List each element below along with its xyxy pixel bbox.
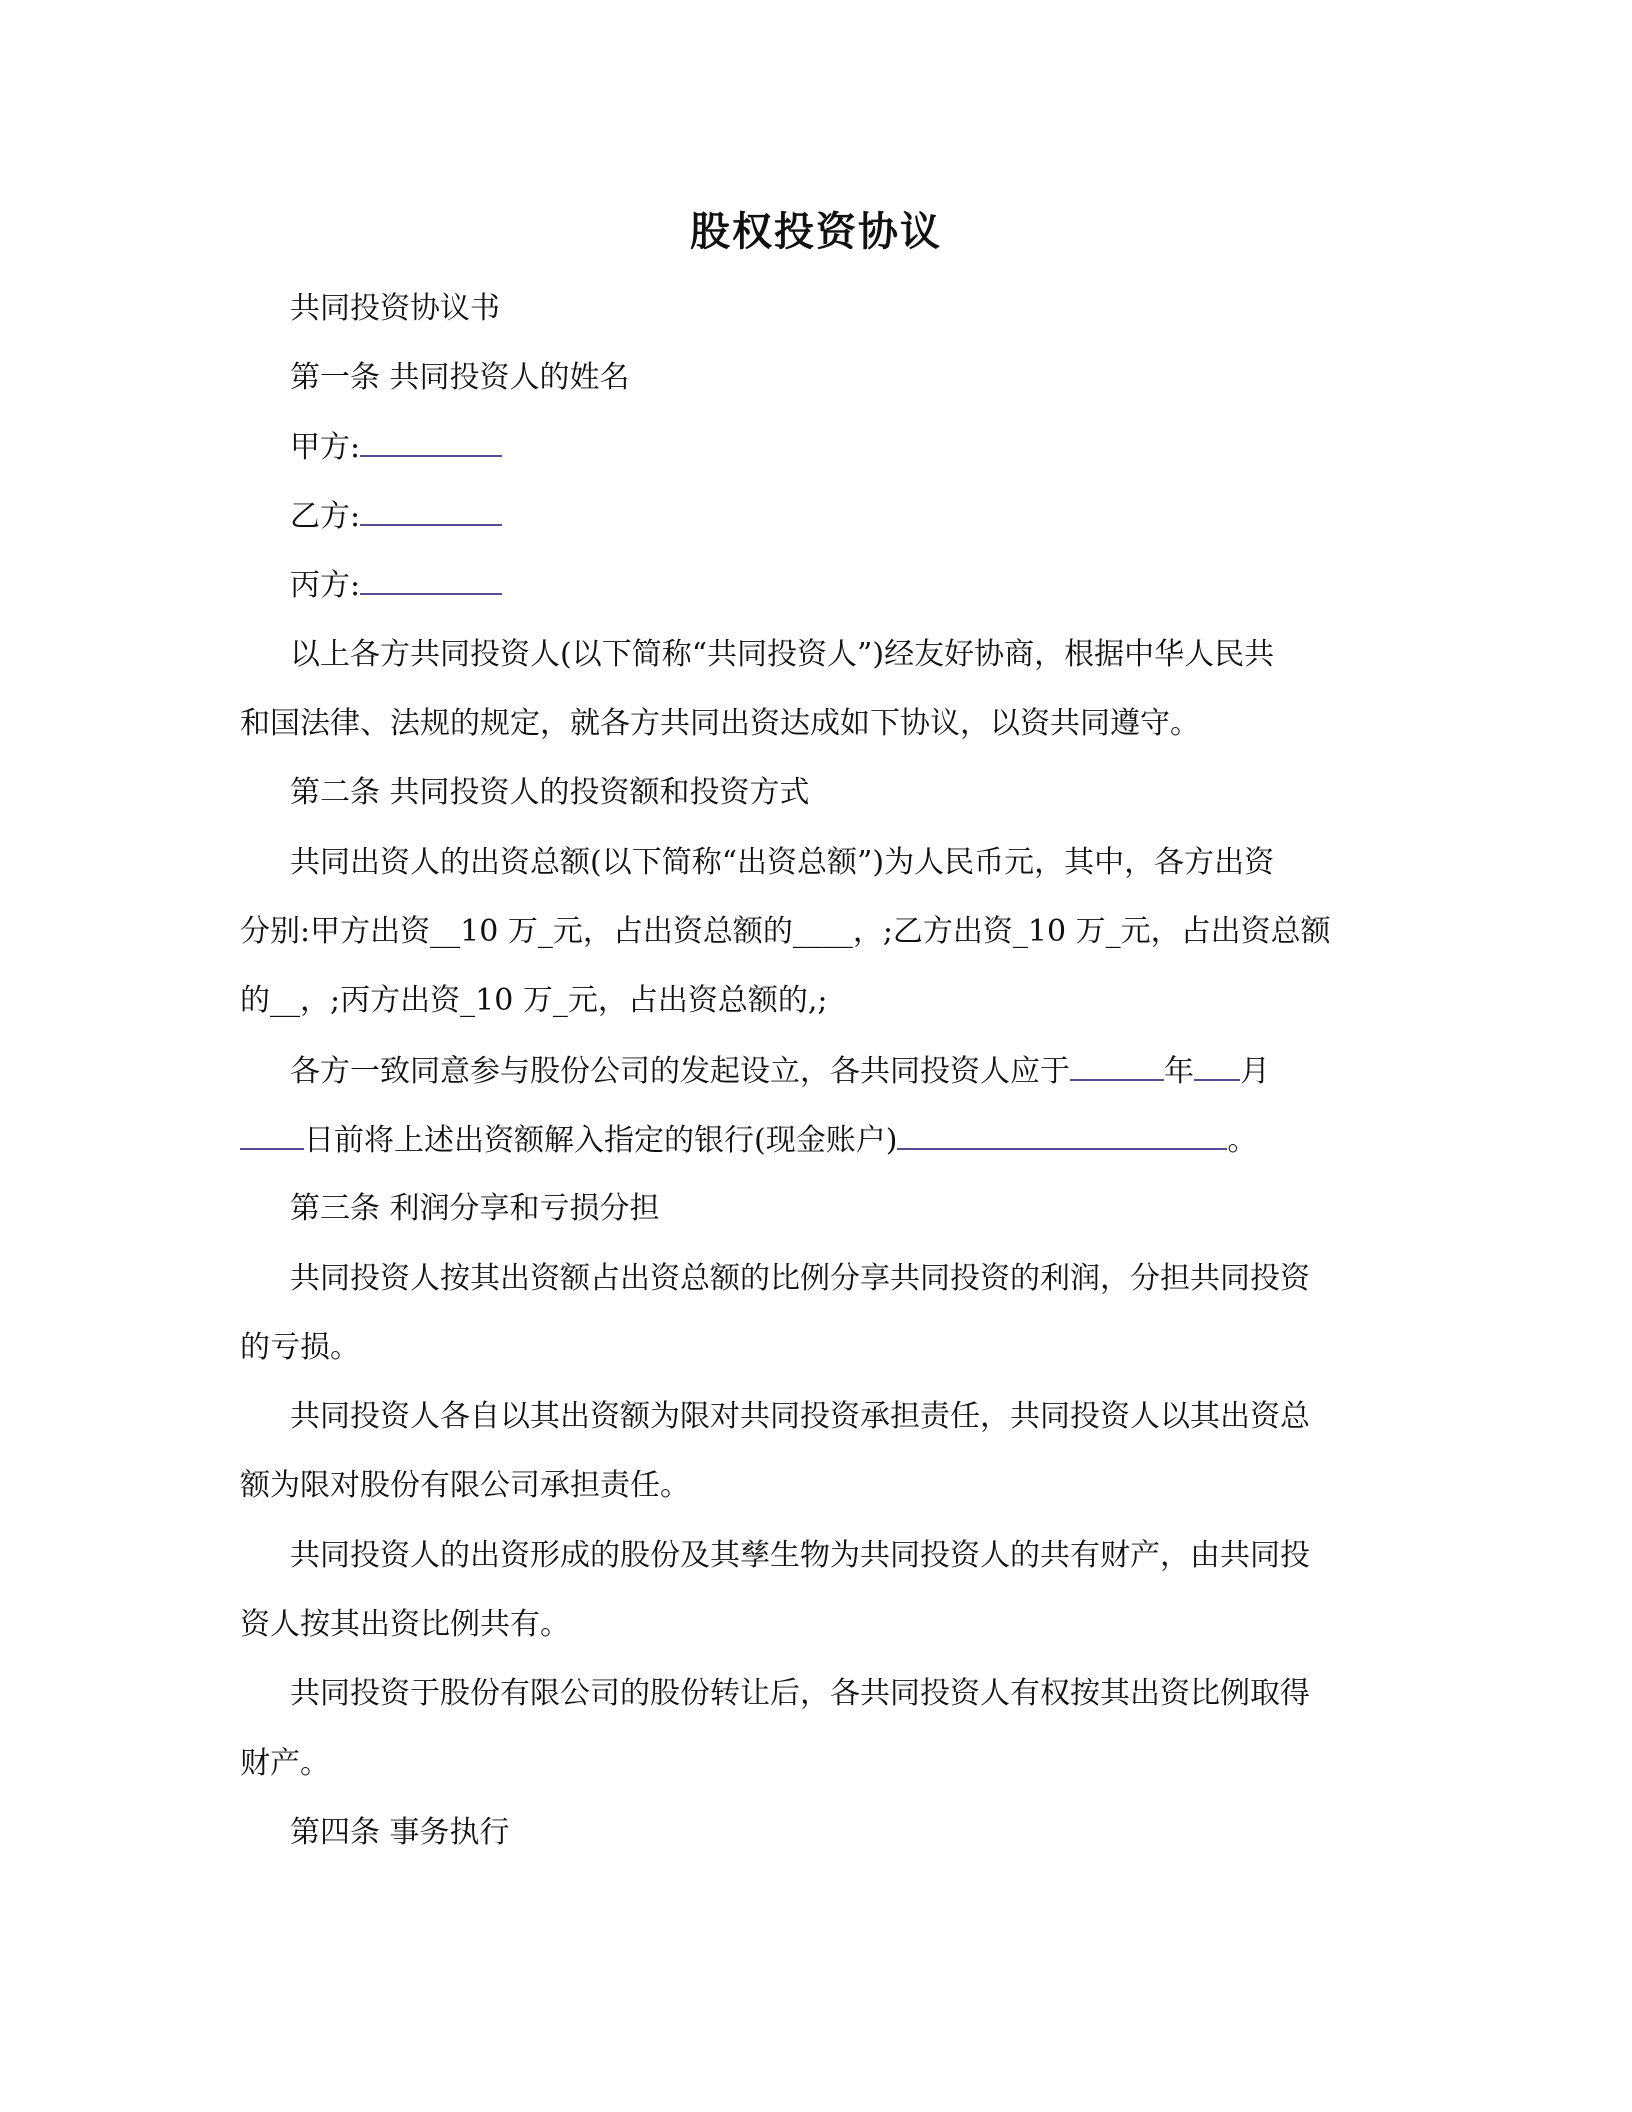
intro-line-1: 以上各方共同投资人(以下简称“共同投资人”)经友好协商，根据中华人民共	[290, 637, 1275, 672]
article-3-p2-line-2: 额为限对股份有限公司承担责任。	[240, 1468, 690, 1503]
bank-account-blank	[897, 1118, 1227, 1150]
article-3-p4-line-1: 共同投资于股份有限公司的股份转让后，各共同投资人有权按其出资比例取得	[290, 1676, 1310, 1711]
party-c-blank	[360, 563, 502, 595]
article-2-p2-text: 各方一致同意参与股份公司的发起设立，各共同投资人应于	[290, 1054, 1070, 1089]
article-3-p1-line-2: 的亏损。	[240, 1330, 360, 1365]
article-3-p3-line-2: 资人按其出资比例共有。	[240, 1607, 570, 1642]
article-2-p2-end: 。	[1227, 1123, 1258, 1158]
article-2-p2-line-1	[240, 1049, 1370, 1094]
article-2-p2-text-2: 日前将上述出资额解入指定的银行(现金账户)	[304, 1123, 898, 1158]
year-label: 年	[1164, 1054, 1194, 1089]
subtitle: 共同投资协议书	[290, 291, 500, 326]
year-blank	[1070, 1049, 1164, 1081]
party-b-line	[240, 494, 1370, 539]
article-3-heading: 第三条 利润分享和亏损分担	[290, 1191, 660, 1226]
party-a-blank	[360, 425, 502, 457]
article-2-p1-line-1: 共同出资人的出资总额(以下简称“出资总额”)为人民币元，其中，各方出资	[290, 845, 1275, 880]
article-3-p4-line-2: 财产。	[240, 1746, 330, 1781]
article-3-p2-line-1: 共同投资人各自以其出资额为限对共同投资承担责任，共同投资人以其出资总	[290, 1399, 1310, 1434]
article-2-heading: 第二条 共同投资人的投资额和投资方式	[290, 775, 810, 810]
article-4-heading: 第四条 事务执行	[290, 1815, 510, 1850]
month-blank	[1194, 1049, 1240, 1081]
article-2-p2-line-2	[240, 1118, 1370, 1163]
article-3-p3-line-1: 共同投资人的出资形成的股份及其孳生物为共同投资人的共有财产，由共同投	[290, 1538, 1310, 1573]
article-2-p1-line-3: 的__，;丙方出资_10 万_元，占出资总额的,;	[240, 983, 828, 1018]
party-b-label: 乙方:	[290, 499, 361, 534]
day-blank	[240, 1118, 304, 1150]
party-c-label: 丙方:	[290, 568, 361, 603]
month-label: 月	[1240, 1054, 1270, 1089]
party-a-label: 甲方:	[290, 430, 361, 465]
party-b-blank	[360, 494, 502, 526]
party-c-line	[240, 563, 1370, 608]
article-1-heading: 第一条 共同投资人的姓名	[290, 360, 630, 395]
document-title: 股权投资协议	[690, 208, 942, 255]
article-2-p1-line-2: 分别:甲方出资__10 万_元，占出资总额的____，;乙方出资_10 万_元，占出资总额	[240, 914, 1331, 949]
article-3-p1-line-1: 共同投资人按其出资额占出资总额的比例分享共同投资的利润，分担共同投资	[290, 1261, 1310, 1296]
party-a-line	[240, 425, 1370, 470]
intro-line-2: 和国法律、法规的规定，就各方共同出资达成如下协议，以资共同遵守。	[240, 706, 1200, 741]
